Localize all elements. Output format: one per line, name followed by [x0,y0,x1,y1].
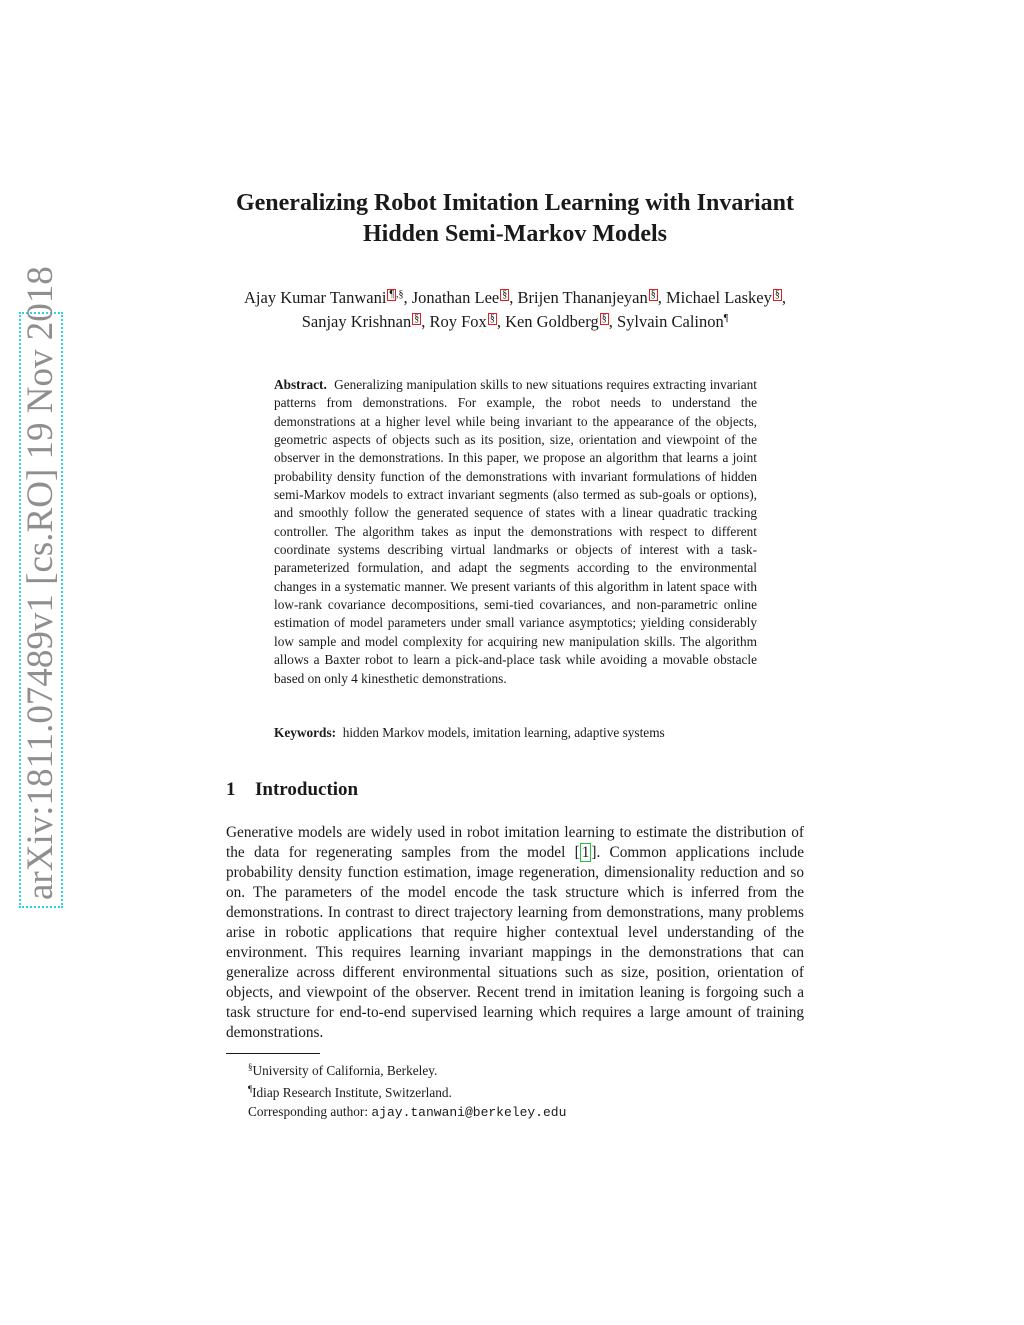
intro-text-2: ]. Common applications include probability density function estimation, image regeneration, dimensionality reduction and so on. The parameters of the model encode the task structure which is inferred from the demonstrations. In contrast to direct trajectory learning from demonstrations, many problems arise in robotic applications that require higher contextual level understanding of the environment. This requires learning invariant mappings in the demonstrations that can generalize across different environmental situations such as size, position, orientation of objects, and viewpoint of the observer. Recent trend in imitation leaning is forgoing such a task structure for end-to-end supervised learning which requires a large amount of training demonstrations. [226,844,804,1041]
footnote-mark: § [398,289,404,300]
intro-text-1: Generative models are widely used in robot imitation learning to estimate the distribution of the data for regenerating samples from the model [ [226,824,804,861]
author-name: Sylvain Calinon [616,312,724,331]
footnote-symbol: § [248,1062,253,1072]
title-line-1: Generalizing Robot Imitation Learning with Invariant [235,190,794,216]
intro-paragraph [226,823,804,1043]
abstract-text: Generalizing manipulation skills to new situations requires extracting invariant patterns from demonstrations. For example, the robot needs to understand the demonstrations at a higher level while being invariant to the appearance of the objects, geometric aspects of objects such as its position, size, orientation and viewpoint of the observer in the demonstrations. In this paper, we propose an algorithm that learns a joint probability density function of the demonstrations with invariant formulations of hidden semi-Markov models to extract invariant segments (also termed as sub-goals or options), and smoothly follow the generated sequence of states with a linear quadratic tracking controller. The algorithm takes as input the demonstrations with respect to different coordinate systems describing virtual landmarks or objects of interest with a task-parameterized formulation, and adapt the segments according to the environmental changes in a systematic manner. We present variants of this algorithm in latent space with low-rank covariance decompositions, semi-tied covariances, and non-parametric online estimation of model parameters under small variance asymptotics; yielding considerably low sample and model complexity for acquiring new manipulation skills. The algorithm allows a Baxter robot to learn a pick-and-place task while avoiding a movable obstacle based on only 4 kinesthetic demonstrations. [274,377,757,686]
footnote-text: Idiap Research Institute, Switzerland. [252,1085,452,1100]
footnote-text: University of California, Berkeley. [252,1063,438,1078]
footnote-link[interactable]: § [774,289,780,300]
footnote-mark: , [395,289,399,300]
arxiv-stamp-text: arXiv:1811.07489v1 [cs.RO] 19 Nov 2018 [20,266,61,900]
footnote-link[interactable]: § [601,313,607,324]
author-name: Roy Fox [429,312,487,331]
author-name: Sanjay Krishnan [301,312,412,331]
keywords-label: Keywords: [274,725,337,740]
author-name: Brijen Thananjeyan [517,288,648,307]
paper-title [200,188,830,250]
footnote-3 [248,1102,808,1122]
author-name: Michael Laskey [666,288,772,307]
section-number: 1 [226,779,236,800]
title-line-2: Hidden Semi-Markov Models [363,221,667,247]
footnote-rule [226,1053,320,1054]
footnote-mark: ¶ [723,313,729,324]
arxiv-stamp [19,266,63,908]
citation-link[interactable]: 1 [581,844,590,861]
keywords [274,724,757,742]
footnote-link[interactable]: § [414,313,420,324]
author-name: Jonathan Lee [411,288,500,307]
author-name: Ken Goldberg [505,312,599,331]
footnotes [248,1058,808,1122]
abstract [274,376,757,688]
author-list [200,284,830,332]
author-name: Ajay Kumar Tanwani [244,288,387,307]
footnote-link[interactable]: § [650,289,656,300]
author-line-1: Ajay Kumar Tanwani ¶ ,§, Jonathan Lee § , Brijen Thananjeyan § , Michael Laskey § , [244,288,786,307]
footnote-label: Corresponding author: [248,1104,369,1119]
footnote-1 [248,1058,808,1080]
keywords-text: hidden Markov models, imitation learning, adaptive systems [342,725,665,740]
email-link[interactable]: ajay.tanwani@berkeley.edu [371,1105,567,1120]
footnote-2 [248,1080,808,1102]
abstract-label: Abstract. [274,377,327,392]
footnote-link[interactable]: ¶ [389,289,394,300]
footnote-link[interactable]: § [489,313,495,324]
footnote-link[interactable]: § [502,289,508,300]
author-line-2: Sanjay Krishnan § , Roy Fox § , Ken Goldberg § , Sylvain Calinon¶ [301,312,729,331]
footnote-symbol: ¶ [248,1084,253,1094]
section-heading [226,778,358,802]
section-title: Introduction [255,779,359,800]
